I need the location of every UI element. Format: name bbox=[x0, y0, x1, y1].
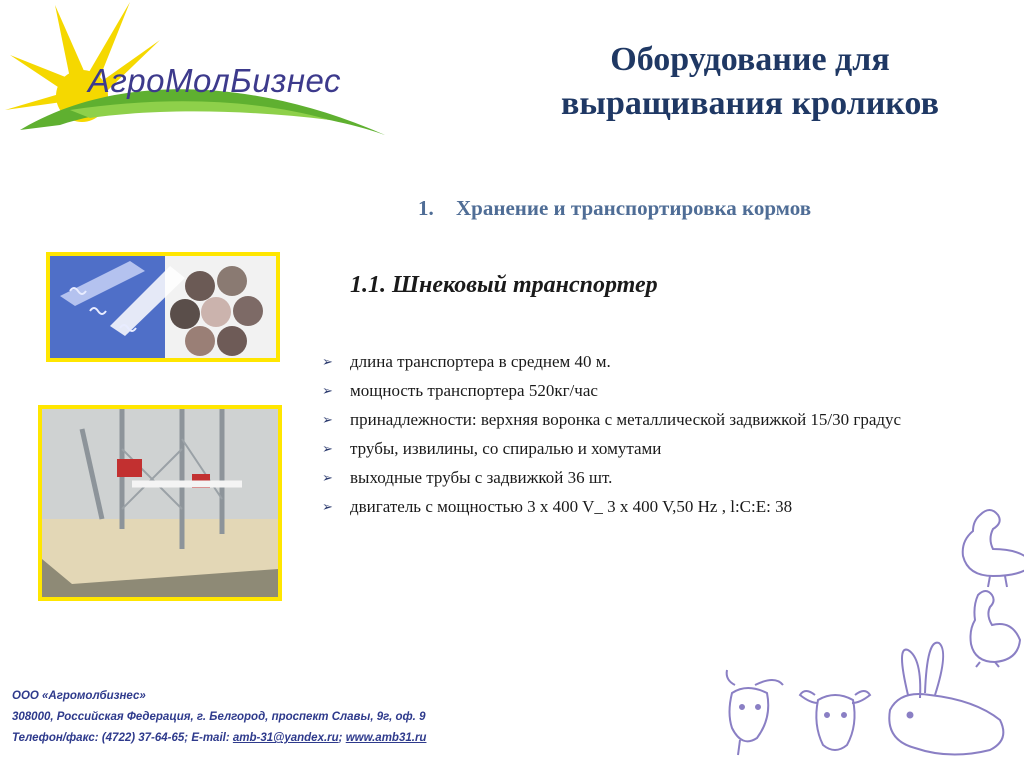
section-number: 1. bbox=[418, 196, 434, 220]
page-title bbox=[500, 38, 1000, 126]
list-item-text: двигатель с мощностью 3 x 400 V_ 3 x 400 V,50 Hz , l:C:E: 38 bbox=[350, 497, 793, 516]
list-item-text: мощность транспортера 520кг/час bbox=[350, 381, 598, 400]
list-item-text: принадлежности: верхняя воронка с металлической задвижкой 15/30 градус bbox=[350, 410, 902, 429]
animals-decoration bbox=[710, 495, 1024, 768]
website-link[interactable]: www.amb31.ru bbox=[345, 732, 427, 744]
arrow-bullet-icon: ➢ bbox=[322, 383, 333, 398]
list-item-text: длина транспортера в среднем 40 м. bbox=[350, 352, 611, 371]
goat-icon bbox=[727, 670, 783, 755]
section-title: Хранение и транспортировка кормов bbox=[456, 196, 812, 220]
arrow-bullet-icon: ➢ bbox=[322, 412, 333, 427]
list-item-text: трубы, извилины, со спиралью и хомутами bbox=[350, 439, 662, 458]
footer-contacts bbox=[12, 686, 426, 749]
rabbit-icon bbox=[889, 643, 1003, 755]
arrow-bullet-icon: ➢ bbox=[322, 441, 333, 456]
list-item bbox=[322, 347, 901, 376]
footer-contact-line bbox=[12, 728, 426, 749]
list-item bbox=[322, 376, 901, 405]
list-item bbox=[322, 434, 901, 463]
cow-icon bbox=[800, 691, 870, 750]
title-line-2: выращивания кроликов bbox=[561, 85, 939, 122]
company-logo bbox=[0, 0, 390, 145]
chicken-icon bbox=[971, 591, 1021, 667]
footer-separator: ; bbox=[338, 732, 346, 744]
footer-address: 308000, Российская Федерация, г. Белгород, проспект Славы, 9г, оф. 9 bbox=[12, 711, 426, 723]
email-link[interactable]: amb-31@yandex.ru bbox=[232, 732, 339, 744]
footer-company: ООО «Агромолбизнес» bbox=[12, 690, 146, 702]
arrow-bullet-icon: ➢ bbox=[322, 470, 333, 485]
arrow-bullet-icon: ➢ bbox=[322, 354, 333, 369]
subsection-title: 1.1. Шнековый транспортер bbox=[350, 272, 658, 298]
list-item-text: выходные трубы с задвижкой 36 шт. bbox=[350, 468, 613, 487]
list-item bbox=[322, 463, 901, 492]
auger-feed-photo bbox=[46, 252, 280, 362]
logo-text: АгроМолБизнес bbox=[88, 62, 342, 99]
duck-icon bbox=[963, 510, 1024, 587]
footer-phone: Телефон/факс: (4722) 37-64-65; E-mail: bbox=[12, 732, 233, 744]
list-item bbox=[322, 405, 901, 434]
title-line-1: Оборудование для bbox=[610, 41, 890, 78]
section-heading bbox=[418, 196, 811, 221]
silo-installation-photo bbox=[38, 405, 282, 601]
arrow-bullet-icon: ➢ bbox=[322, 499, 333, 514]
